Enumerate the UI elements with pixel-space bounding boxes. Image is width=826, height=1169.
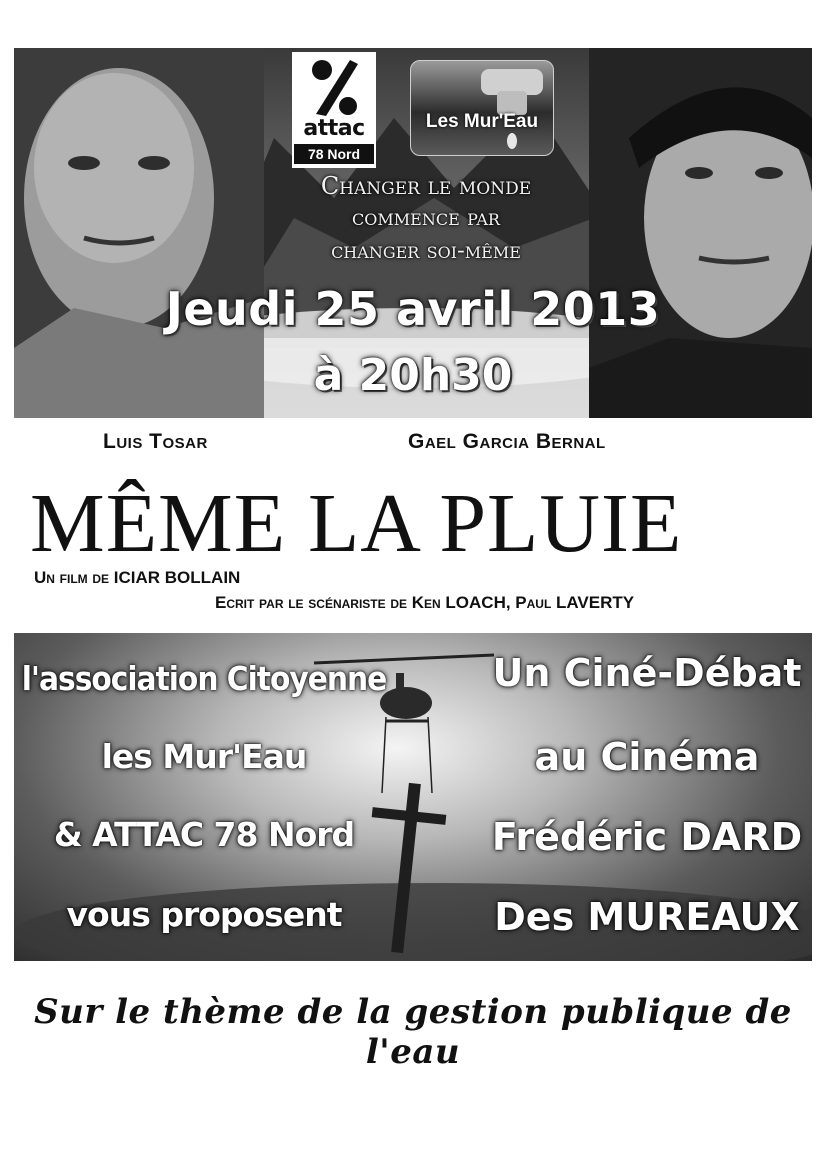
actor-name-left: Luis Tosar	[103, 430, 208, 453]
attac-logo-sub: 78 Nord	[294, 144, 374, 164]
slogan-line-3: changer soi-même	[331, 238, 521, 264]
promo-right-line-2: au Cinéma	[534, 735, 760, 779]
promo-right-line-1: Un Ciné-Débat	[492, 651, 802, 695]
promo-left-line-4: vous proposent	[66, 895, 342, 934]
mureau-logo-name: Les Mur'Eau	[425, 111, 539, 132]
film-title: MÊME LA PLUIE	[30, 477, 683, 570]
attac-globe-icon	[306, 56, 362, 118]
actor-name-right: Gael Garcia Bernal	[408, 430, 606, 453]
attac-logo	[292, 52, 376, 168]
event-date: Jeudi 25 avril 2013	[165, 282, 661, 336]
promo-right-line-4: Des MUREAUX	[494, 895, 800, 939]
promo-left-line-3: & ATTAC 78 Nord	[53, 815, 355, 854]
slogan-line-1: Changer le monde	[320, 172, 532, 200]
director-credit: Un film de ICIAR BOLLAIN	[34, 568, 241, 587]
top-banner	[14, 48, 812, 418]
mureau-logo	[410, 60, 554, 156]
promo-right-line-3: Frédéric DARD	[491, 815, 803, 859]
slogan-line-2: commence par	[352, 205, 500, 231]
theme-line: Sur le thème de la gestion publique de l'eau	[34, 992, 792, 1072]
event-time: à 20h30	[313, 350, 513, 401]
bottom-banner	[14, 633, 812, 961]
promo-left-line-2: les Mur'Eau	[101, 737, 307, 776]
promo-left-line-1: l'association Citoyenne	[21, 659, 387, 698]
attac-logo-name: attac	[303, 116, 365, 141]
writer-credit: Ecrit par le scénariste de Ken LOACH, Paul LAVERTY	[215, 593, 635, 612]
faucet-icon	[411, 61, 553, 155]
